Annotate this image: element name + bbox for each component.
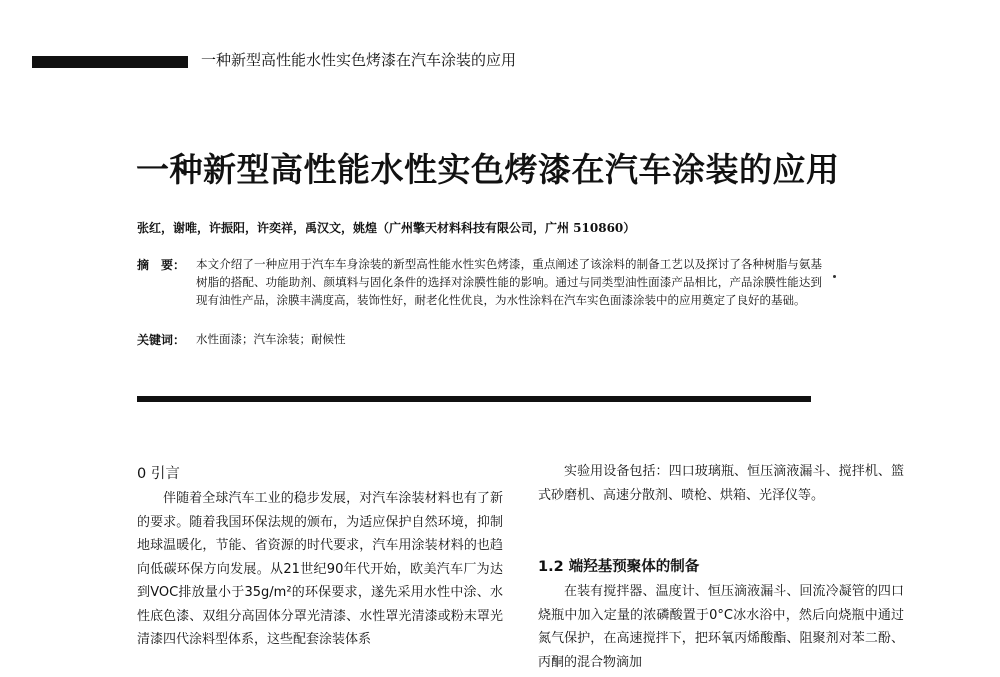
introduction-paragraph: 伴随着全球汽车工业的稳步发展，对汽车涂装材料也有了新的要求。随着我国环保法规的颁布，为适应保护自然环境，抑制地球温暖化，节能、省资源的时代要求，汽车用涂装材料的也趋向低碳环保方向发展。从21世纪90年代开始，欧美汽车厂为达到VOC排放量小于35g/m²的环保要求，遂先采用水性中涂、水性底色漆、双组分高固体分罩光清漆、水性罩光清漆或粉末罩光清漆四代涂料型体系，这些配套涂装体系 [137, 491, 503, 647]
keywords-label: 关键词： [137, 333, 186, 347]
author-line: 张红，谢唯，许振阳，许奕祥，禹汉文，姚煌（广州擎天材料科技有限公司，广州 510860） [137, 221, 636, 235]
abstract-text: 本文介绍了一种应用于汽车车身涂装的新型高性能水性实色烤漆，重点阐述了该涂料的制备工艺以及探讨了各种树脂与氨基树脂的搭配、功能助剂、颜填料与固化条件的选择对涂膜性能的影响。通过与同类型油性面漆产品相比，产品涂膜性能达到现有油性产品，涂膜丰满度高，装饰性好，耐老化性优良，为水性涂料在汽车实色面漆涂装中的应用奠定了良好的基础。 [196, 257, 822, 307]
keywords-text: 水性面漆；汽车涂装；耐候性 [196, 332, 346, 346]
section-heading-introduction: 0 引言 [137, 466, 180, 482]
header-rule-bar [32, 56, 188, 68]
section-heading-1-2: 1.2 端羟基预聚体的制备 [538, 559, 700, 575]
section-1-2-paragraph: 在装有搅拌器、温度计、恒压滴液漏斗、回流冷凝管的四口烧瓶中加入定量的浓磷酸置于0°C冰水浴中，然后向烧瓶中通过氮气保护，在高速搅拌下，把环氧丙烯酸酯、阻聚剂对苯二酚、丙酮的混合物滴加 [538, 584, 904, 670]
section-divider-rule [137, 396, 811, 402]
abstract-label: 摘 要： [137, 258, 186, 272]
equipment-paragraph: 实验用设备包括：四口玻璃瓶、恒压滴液漏斗、搅拌机、篮式砂磨机、高速分散剂、喷枪、烘箱、光泽仪等。 [538, 464, 904, 503]
running-header: 一种新型高性能水性实色烤漆在汽车涂装的应用 [201, 51, 517, 69]
stray-mark [833, 275, 836, 278]
paper-title: 一种新型高性能水性实色烤漆在汽车涂装的应用 [136, 150, 840, 189]
